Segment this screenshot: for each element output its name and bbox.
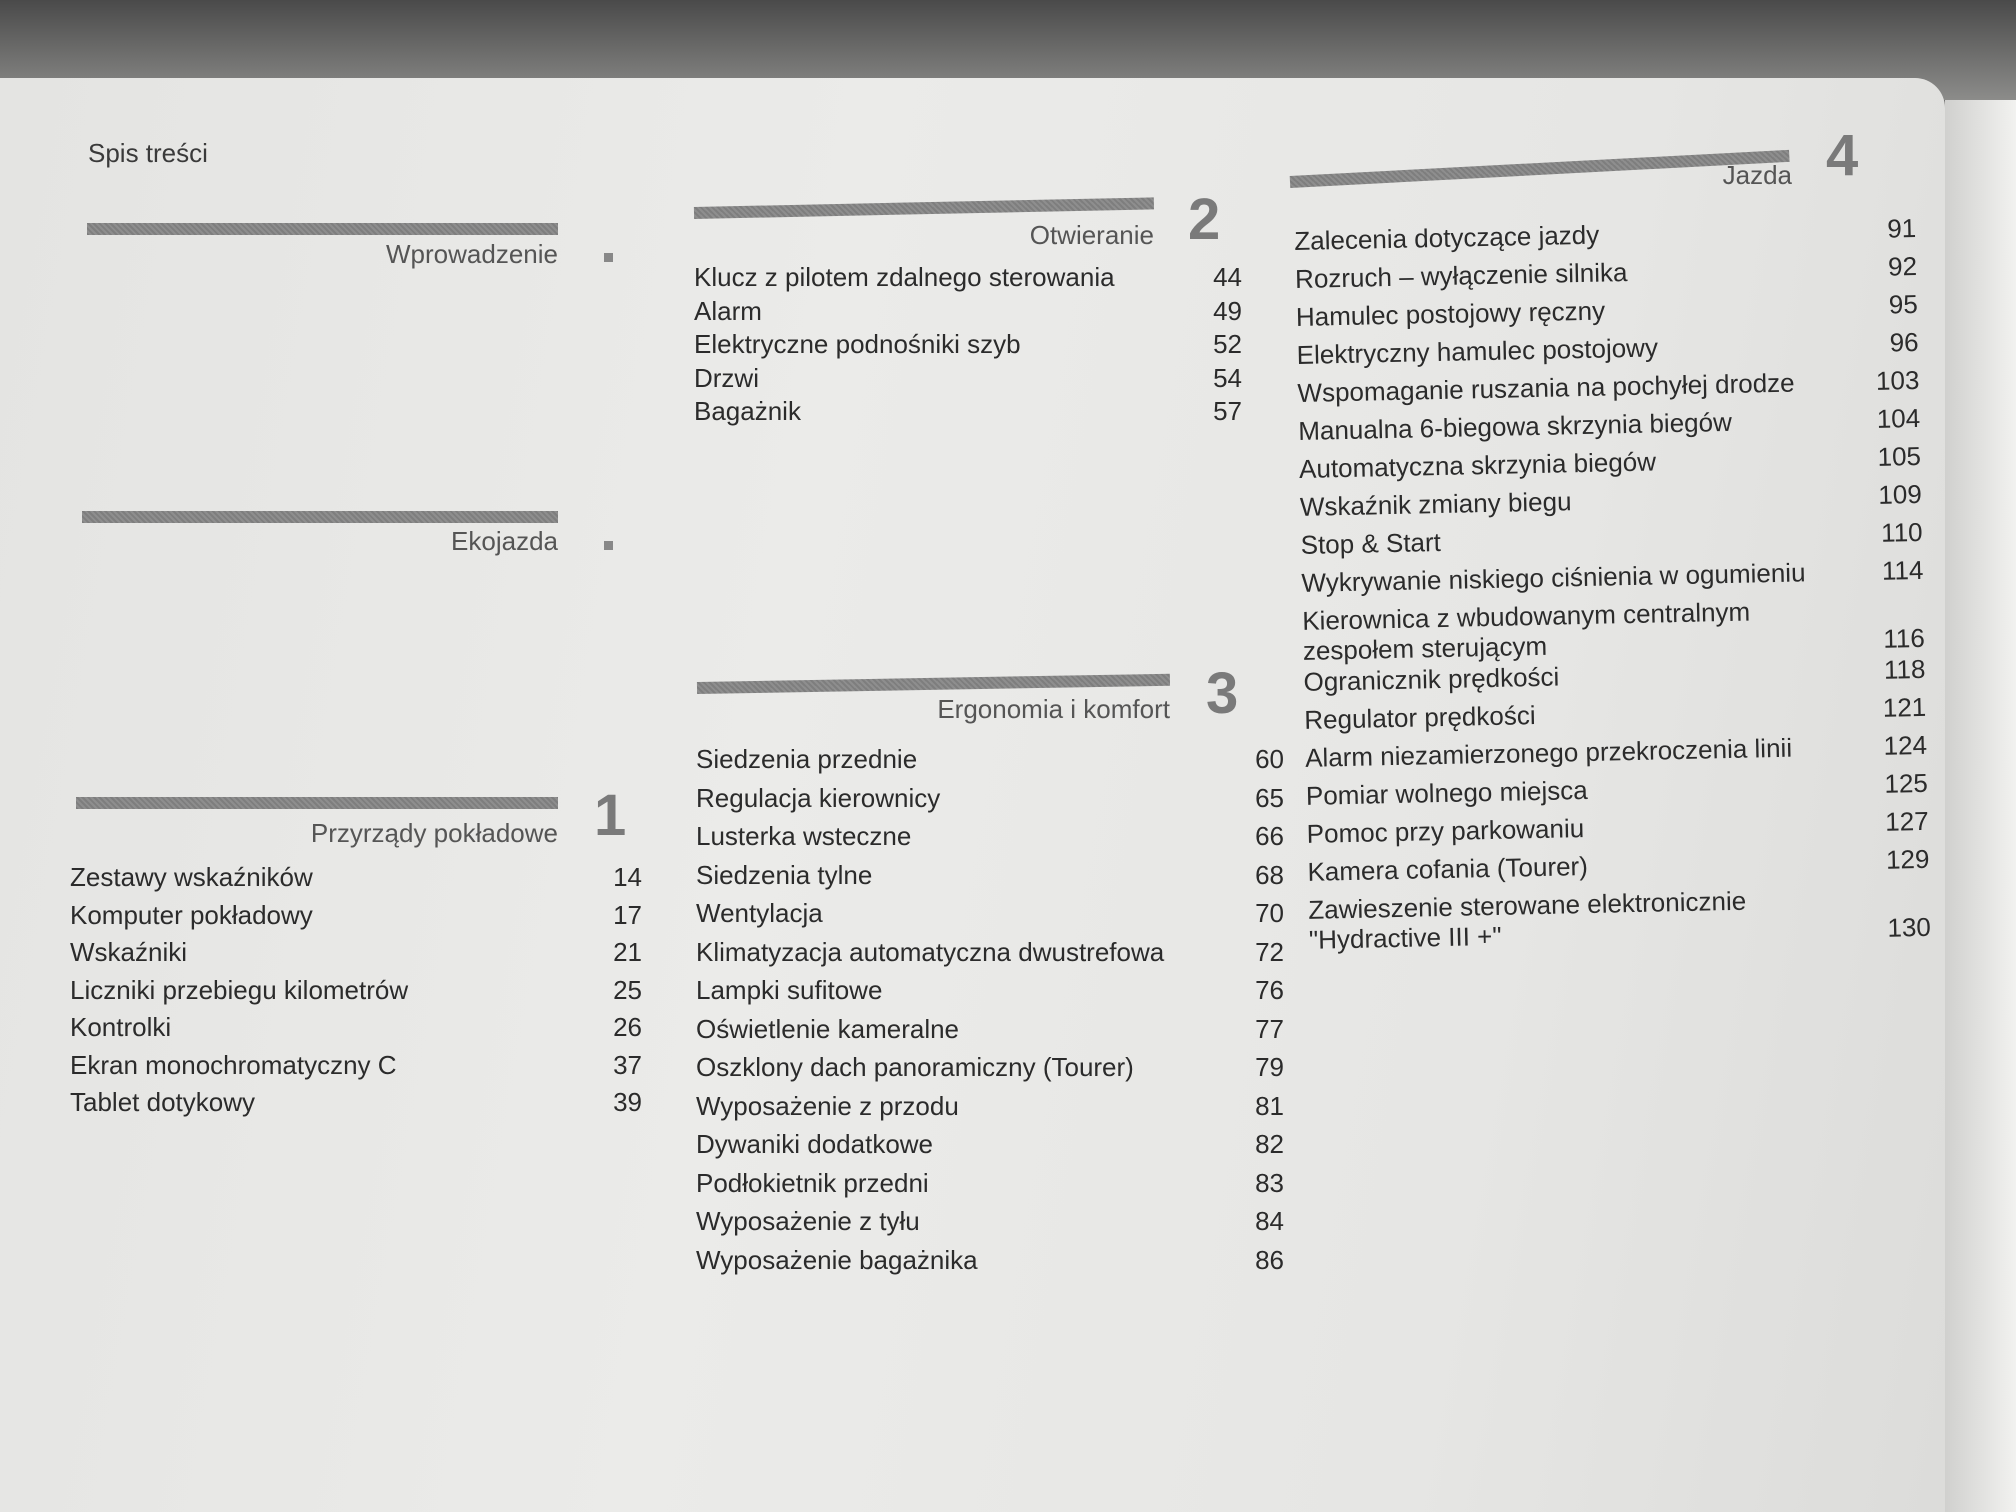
toc-entry[interactable]	[70, 1050, 642, 1088]
toc-entry-page: 44	[1213, 262, 1242, 292]
toc-entry-page: 77	[1255, 1013, 1284, 1044]
toc-entry[interactable]	[696, 1052, 1284, 1091]
toc-entry[interactable]	[1308, 882, 1931, 956]
toc-entry[interactable]	[70, 975, 642, 1013]
toc-entry[interactable]	[694, 296, 1242, 330]
toc-entry-label: Zalecenia dotyczące jazdy	[1294, 219, 1600, 256]
toc-entry-label: Drzwi	[694, 362, 759, 393]
toc-entry-label: Lampki sufitowe	[696, 975, 883, 1005]
toc-entry[interactable]	[696, 821, 1284, 860]
toc-entry-label: Siedzenia tylne	[696, 859, 873, 890]
toc-entry-page: 68	[1255, 859, 1284, 890]
toc-entry-label: Stop & Start	[1300, 526, 1442, 560]
toc-entry[interactable]	[696, 975, 1284, 1014]
section-title-2[interactable]: Otwieranie	[1029, 220, 1154, 250]
section-title-intro[interactable]: Wprowadzenie	[386, 239, 558, 269]
toc-entry-page: 60	[1255, 744, 1284, 774]
toc-entry-label: Wspomaganie ruszania na pochyłej drodze	[1297, 367, 1795, 408]
page-edge	[1945, 100, 2016, 1512]
section-bar	[82, 511, 558, 523]
toc-entry[interactable]	[696, 1206, 1284, 1245]
toc-entry-label: Zawieszenie sterowane elektronicznie "Hydractive III +"	[1308, 885, 1747, 955]
toc-entry-page: 66	[1255, 821, 1284, 851]
toc-entry-page: 70	[1255, 898, 1284, 928]
toc-entry-page: 91	[1886, 212, 1917, 244]
toc-entry-page: 129	[1885, 843, 1930, 875]
toc-entry-label: Pomoc przy parkowaniu	[1306, 813, 1585, 849]
toc-entry-label: Oświetlenie kameralne	[696, 1013, 960, 1044]
toc-entry-label: Wskaźnik zmiany biegu	[1299, 486, 1572, 522]
toc-entry-page: 81	[1255, 1090, 1284, 1121]
toc-entry[interactable]	[696, 860, 1284, 899]
section-title-4[interactable]: Jazda	[1722, 160, 1792, 190]
toc-entry-page: 118	[1883, 653, 1926, 685]
toc-entry-label: Regulator prędkości	[1304, 700, 1536, 735]
bullet-square	[604, 541, 613, 550]
toc-entry-page: 17	[613, 899, 642, 930]
section-number-2: 2	[1188, 187, 1221, 252]
toc-entry-label: Siedzenia przednie	[696, 744, 918, 774]
toc-entry-label: Elektryczne podnośniki szyb	[694, 329, 1021, 359]
section-number-3: 3	[1206, 661, 1239, 726]
toc-entry-page: 79	[1255, 1052, 1284, 1082]
toc-entry-label: Pomiar wolnego miejsca	[1305, 774, 1588, 811]
toc-entry[interactable]	[70, 1012, 642, 1050]
toc-entry-page: 96	[1889, 326, 1919, 358]
toc-entry[interactable]	[694, 262, 1242, 296]
toc-entry-page: 83	[1255, 1167, 1284, 1198]
toc-entry-page: 54	[1213, 362, 1242, 393]
toc-entry-page: 39	[613, 1087, 642, 1117]
bullet-square	[604, 253, 613, 262]
toc-entry-label: Alarm	[694, 295, 762, 326]
section-title-3[interactable]: Ergonomia i komfort	[937, 694, 1170, 724]
toc-entry-page: 109	[1878, 478, 1923, 510]
toc-entry-label: Wentylacja	[696, 898, 823, 928]
section-title-1[interactable]: Przyrządy pokładowe	[310, 818, 558, 848]
toc-entry-page: 52	[1213, 329, 1242, 359]
toc-entry-label: Klucz z pilotem zdalnego sterowania	[694, 262, 1115, 292]
toc-entry-page: 121	[1882, 691, 1927, 723]
toc-entry-label: Oszklony dach panoramiczny (Tourer)	[696, 1052, 1134, 1082]
toc-list-2	[694, 262, 1242, 430]
toc-list-1	[70, 862, 642, 1125]
toc-entry-page: 110	[1880, 516, 1923, 548]
toc-entry-label: Elektryczny hamulec postojowy	[1296, 332, 1659, 370]
toc-entry-page: 72	[1255, 936, 1284, 967]
toc-entry[interactable]	[70, 937, 642, 975]
toc-entry-page: 57	[1213, 396, 1242, 426]
toc-entry-page: 14	[613, 862, 642, 892]
toc-entry-label: Kierownica z wbudowanym centralnym zespołem sterującym	[1301, 596, 1751, 666]
toc-entry-page: 82	[1255, 1129, 1284, 1159]
toc-entry-label: Tablet dotykowy	[70, 1087, 255, 1117]
toc-entry[interactable]	[70, 862, 642, 900]
toc-entry-label: Liczniki przebiegu kilometrów	[70, 974, 409, 1005]
toc-entry-label: Automatyczna skrzynia biegów	[1298, 446, 1657, 484]
toc-entry-label: Podłokietnik przedni	[696, 1167, 929, 1198]
toc-entry-page: 84	[1255, 1206, 1284, 1236]
section-number-1: 1	[594, 783, 627, 848]
running-head: Spis treści	[88, 138, 208, 168]
toc-entry[interactable]	[70, 1087, 642, 1125]
toc-entry-label: Kamera cofania (Tourer)	[1307, 850, 1589, 887]
toc-entry-label: Hamulec postojowy ręczny	[1295, 295, 1606, 332]
toc-entry[interactable]	[696, 1091, 1284, 1130]
toc-entry-page: 127	[1884, 805, 1929, 837]
toc-entry-label: Ekran monochromatyczny C	[70, 1049, 397, 1080]
toc-entry-label: Komputer pokładowy	[70, 899, 313, 930]
toc-entry-page: 103	[1875, 364, 1920, 396]
toc-entry-label: Wyposażenie z tyłu	[696, 1206, 920, 1236]
toc-entry[interactable]	[696, 1168, 1284, 1207]
toc-list-4	[1294, 213, 1931, 956]
toc-entry-page: 95	[1888, 288, 1919, 320]
toc-entry-page: 37	[613, 1049, 642, 1080]
toc-entry-page: 130	[1887, 911, 1932, 943]
toc-entry[interactable]	[694, 396, 1242, 430]
toc-entry-label: Zestawy wskaźników	[70, 862, 313, 892]
toc-entry[interactable]	[70, 900, 642, 938]
toc-entry[interactable]	[696, 783, 1284, 822]
toc-entry-label: Lusterka wsteczne	[696, 821, 912, 851]
toc-entry[interactable]	[696, 898, 1284, 937]
toc-entry-label: Klimatyzacja automatyczna dwustrefowa	[696, 936, 1165, 967]
toc-entry-page: 92	[1887, 250, 1918, 282]
section-number-4: 4	[1826, 123, 1859, 188]
toc-entry-page: 105	[1877, 440, 1922, 472]
toc-entry-label: Regulacja kierownicy	[696, 782, 941, 813]
toc-entry-label: Wyposażenie z przodu	[696, 1090, 959, 1121]
toc-entry-label: Rozruch – wyłączenie silnika	[1294, 257, 1628, 294]
toc-entry-label: Wskaźniki	[70, 937, 188, 967]
toc-entry-page: 49	[1213, 295, 1242, 326]
toc-entry-label: Kontrolki	[70, 1012, 172, 1042]
toc-entry-page: 65	[1255, 782, 1284, 813]
toc-entry-label: Alarm niezamierzonego przekroczenia linii	[1304, 732, 1793, 773]
toc-entry-page: 86	[1255, 1244, 1284, 1275]
toc-entry-page: 125	[1884, 767, 1929, 799]
section-bar	[87, 223, 558, 235]
toc-entry-label: Dywaniki dodatkowe	[696, 1129, 934, 1159]
toc-entry-page: 25	[613, 974, 642, 1005]
toc-entry-label: Ogranicznik prędkości	[1303, 661, 1560, 697]
toc-entry-page: 21	[613, 937, 642, 967]
toc-entry-label: Bagażnik	[694, 396, 801, 426]
toc-entry-page: 124	[1883, 729, 1928, 761]
toc-entry-page: 116	[1883, 622, 1926, 654]
section-title-eco[interactable]: Ekojazda	[451, 526, 558, 556]
toc-entry[interactable]	[696, 1129, 1284, 1168]
toc-entry-page: 104	[1876, 402, 1921, 434]
toc-entry-page: 114	[1881, 554, 1924, 586]
toc-entry-label: Manualna 6-biegowa skrzynia biegów	[1297, 406, 1733, 446]
toc-entry[interactable]	[696, 937, 1284, 976]
toc-entry[interactable]	[694, 329, 1242, 363]
toc-entry-label: Wykrywanie niskiego ciśnienia w ogumieniu	[1301, 557, 1806, 598]
toc-entry-page: 26	[613, 1012, 642, 1042]
section-bar	[76, 797, 558, 809]
toc-list-3	[696, 744, 1284, 1283]
toc-entry[interactable]	[696, 1014, 1284, 1053]
toc-entry[interactable]	[696, 1245, 1284, 1284]
toc-entry[interactable]	[696, 744, 1284, 783]
toc-entry-page: 76	[1255, 975, 1284, 1005]
toc-entry[interactable]	[694, 363, 1242, 397]
toc-entry-label: Wyposażenie bagażnika	[696, 1244, 978, 1275]
